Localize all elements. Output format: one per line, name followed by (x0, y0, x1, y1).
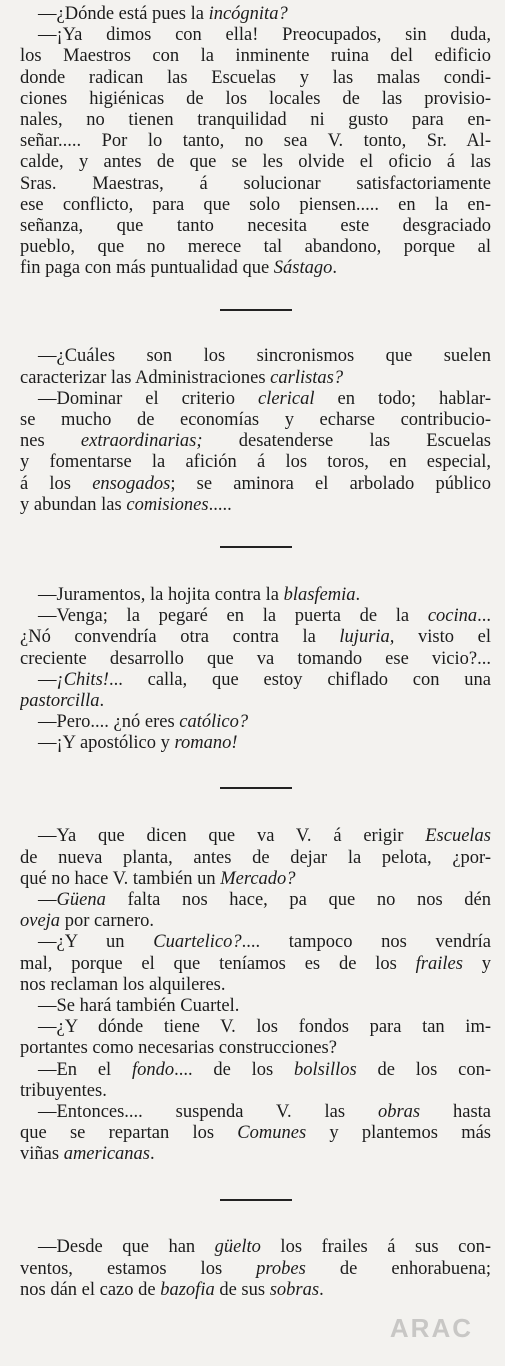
text-line (20, 606, 491, 627)
text-line (20, 826, 491, 847)
dialogue-section (20, 4, 491, 279)
text-segment: y fomentarse la afición á los toros, en especial, (20, 452, 491, 473)
text-segment: pueblo, que no merece tal abandono, porque al (20, 237, 491, 258)
text-line (20, 131, 491, 152)
text-line (20, 932, 491, 953)
text-line (20, 389, 491, 410)
text-segment: señanza, que tanto necesita este desgraciado (20, 215, 491, 236)
section-divider (220, 546, 292, 548)
text-line (20, 1102, 491, 1123)
text-line (20, 195, 491, 216)
text-segment: fin paga con más puntualidad que (20, 258, 274, 279)
text-line (20, 68, 491, 89)
text-segment: ... (477, 606, 491, 627)
text-segment: viñas (20, 1144, 64, 1165)
text-segment: y plantemos más (306, 1123, 491, 1144)
text-line (20, 25, 491, 46)
text-line (20, 1144, 491, 1165)
italic-text: bolsillos (294, 1059, 357, 1080)
text-line (20, 174, 491, 195)
italic-text: Escuelas (425, 826, 491, 847)
text-line (20, 1237, 491, 1258)
text-line (20, 258, 491, 279)
text-segment: señar..... Por lo tanto, no sea V. tonto, Sr. Al- (20, 131, 491, 152)
text-line (20, 911, 491, 932)
text-line (20, 996, 491, 1017)
italic-text: frailes (415, 953, 463, 974)
text-segment: nos dán el cazo de (20, 1279, 161, 1300)
italic-text: comisiones (126, 494, 209, 515)
text-segment: nales, no tienen tranquilidad ni gusto para en- (20, 109, 491, 130)
italic-text: sobras (269, 1279, 320, 1300)
text-line (20, 495, 491, 516)
text-segment: caracterizar las Administraciones (20, 367, 271, 388)
italic-text: Comunes (237, 1123, 307, 1144)
italic-text: oveja (20, 911, 61, 932)
dialogue-section (20, 826, 491, 1165)
text-line (20, 733, 491, 754)
text-segment: —Ya que dicen que va V. á erigir (38, 826, 426, 847)
italic-text: ensogados (92, 473, 171, 494)
text-segment: Sras. Maestras, á solucionar satisfactoriamente (20, 173, 491, 194)
italic-text: americanas (63, 1144, 151, 1165)
section-divider (220, 787, 292, 789)
text-line (20, 712, 491, 733)
text-segment: —En el (38, 1059, 132, 1080)
text-segment: —¡Y apostólico y (38, 733, 175, 754)
archive-watermark: ARAC (389, 1313, 473, 1343)
text-segment: — (38, 669, 57, 690)
text-segment: —¡Ya dimos con ella! Preocupados, sin duda, (38, 25, 491, 46)
text-segment: calde, y antes de que se les olvide el oficio á las (20, 152, 491, 173)
text-line (20, 4, 491, 25)
text-segment: ciones higiénicas de los locales de las provisio- (20, 88, 491, 109)
text-line (20, 649, 491, 670)
italic-text: Cuartelico? (153, 932, 242, 953)
italic-text: Güena (56, 890, 106, 910)
italic-text: incógnita? (208, 4, 288, 24)
italic-text: blasfemia (283, 584, 356, 605)
text-segment: ese conflicto, para que solo piensen..... en la en- (20, 194, 491, 215)
text-segment: de los con- (356, 1059, 491, 1080)
text-segment: mal, porque el que teníamos es de los (20, 953, 416, 974)
text-line (20, 216, 491, 237)
text-line (20, 346, 491, 367)
text-segment: nes (20, 431, 81, 452)
text-line (20, 1081, 491, 1102)
italic-text: extraordinarias; (80, 431, 203, 452)
text-line (20, 1259, 491, 1280)
text-segment: que se repartan los (20, 1123, 238, 1144)
text-segment: — (38, 890, 57, 910)
text-segment: en todo; hablar- (314, 388, 491, 409)
italic-text: católico? (179, 712, 249, 733)
text-segment: donde radican las Escuelas y las malas condi- (20, 67, 491, 88)
text-line (20, 627, 491, 648)
text-line (20, 110, 491, 131)
italic-text: probes (256, 1258, 306, 1279)
text-line (20, 1060, 491, 1081)
text-segment: y abundan las (20, 494, 127, 515)
text-segment: de enhorabuena; (305, 1258, 491, 1279)
text-segment: . (319, 1279, 324, 1300)
text-segment: . (99, 690, 105, 711)
italic-text: pastorcilla (20, 690, 100, 711)
text-line (20, 89, 491, 110)
text-line (20, 691, 491, 712)
text-segment: los frailes á sus con- (260, 1237, 491, 1258)
italic-text: bazofia (160, 1279, 215, 1300)
text-line (20, 237, 491, 258)
text-segment: hasta (420, 1101, 491, 1122)
text-segment: —Entonces.... suspenda V. las (38, 1101, 378, 1122)
italic-text: carlistas? (270, 367, 344, 388)
section-divider (220, 309, 292, 311)
italic-text: Mercado? (220, 868, 296, 889)
text-segment: —¿Cuáles son los sincronismos que suelen (38, 346, 491, 367)
text-segment: —Se hará también Cuartel. (38, 995, 240, 1016)
text-segment: ventos, estamos los (20, 1258, 257, 1279)
italic-text: fondo (131, 1059, 175, 1080)
text-segment: á los (20, 473, 93, 494)
text-segment: .... tampoco nos vendría (241, 932, 491, 953)
dialogue-section (20, 346, 491, 516)
italic-text: güelto (214, 1237, 261, 1258)
text-line (20, 431, 491, 452)
text-segment: se mucho de economías y echarse contribucio- (20, 410, 491, 430)
text-segment: falta nos hace, pa que no nos dén (105, 890, 491, 910)
text-line (20, 1017, 491, 1038)
text-line (20, 152, 491, 173)
text-segment: —Juramentos, la hojita contra la (38, 584, 284, 605)
text-segment: los Maestros con la inminente ruina del edificio (20, 46, 491, 67)
italic-text: clerical (258, 388, 315, 409)
text-line (20, 1280, 491, 1301)
text-segment: . (150, 1144, 155, 1165)
text-line (20, 46, 491, 67)
text-segment: portantes como necesarias construcciones? (20, 1038, 337, 1059)
italic-text: Sástago (273, 258, 333, 279)
text-line (20, 368, 491, 389)
text-segment: ; se aminora el arbolado público (170, 473, 491, 494)
text-segment: ... calla, que estoy chiflado con una (108, 669, 491, 690)
text-segment: de nueva planta, antes de dejar la pelota, ¿por- (20, 847, 491, 868)
italic-text: lujuria, (339, 627, 395, 648)
italic-text: ¡Chits! (56, 669, 109, 690)
text-segment: —¿Y un (38, 932, 154, 953)
text-segment: tribuyentes. (20, 1080, 107, 1101)
text-segment: .... de los (174, 1059, 294, 1080)
text-line (20, 474, 491, 495)
text-segment: qué no hace V. también un (20, 868, 221, 889)
text-segment: —Dominar el criterio (38, 388, 258, 409)
text-segment: ¿Nó convendría otra contra la (20, 627, 340, 648)
section-divider (220, 1199, 292, 1201)
text-segment: —Venga; la pegaré en la puerta de la (38, 606, 428, 627)
text-segment: y (462, 953, 491, 974)
italic-text: cocina (427, 606, 478, 627)
dialogue-section (20, 585, 491, 755)
text-segment: —¿Y dónde tiene V. los fondos para tan im- (38, 1017, 491, 1038)
text-line (20, 1038, 491, 1059)
article-body (20, 4, 491, 1301)
text-line (20, 848, 491, 869)
text-line (20, 954, 491, 975)
text-segment: de sus (214, 1279, 270, 1300)
dialogue-section (20, 1237, 491, 1301)
text-segment: . (355, 584, 361, 605)
text-line (20, 869, 491, 890)
text-segment: nos reclaman los alquileres. (20, 974, 226, 995)
text-segment: por carnero. (60, 911, 155, 932)
text-segment: creciente desarrollo que va tomando ese vicio?... (20, 648, 491, 669)
italic-text: romano! (174, 733, 238, 754)
text-line (20, 452, 491, 473)
text-segment: desatenderse las Escuelas (202, 431, 491, 452)
text-segment: visto el (394, 627, 491, 648)
text-line (20, 975, 491, 996)
text-line (20, 1123, 491, 1144)
text-line (20, 670, 491, 691)
text-line (20, 585, 491, 606)
text-line (20, 410, 491, 431)
text-segment: . (332, 258, 338, 279)
text-line (20, 890, 491, 911)
text-segment: —Pero.... ¿nó eres (38, 712, 180, 733)
text-segment: —Desde que han (38, 1237, 215, 1258)
italic-text: obras (377, 1101, 421, 1122)
text-segment: ..... (208, 494, 232, 515)
text-segment: —¿Dónde está pues la (38, 4, 209, 24)
